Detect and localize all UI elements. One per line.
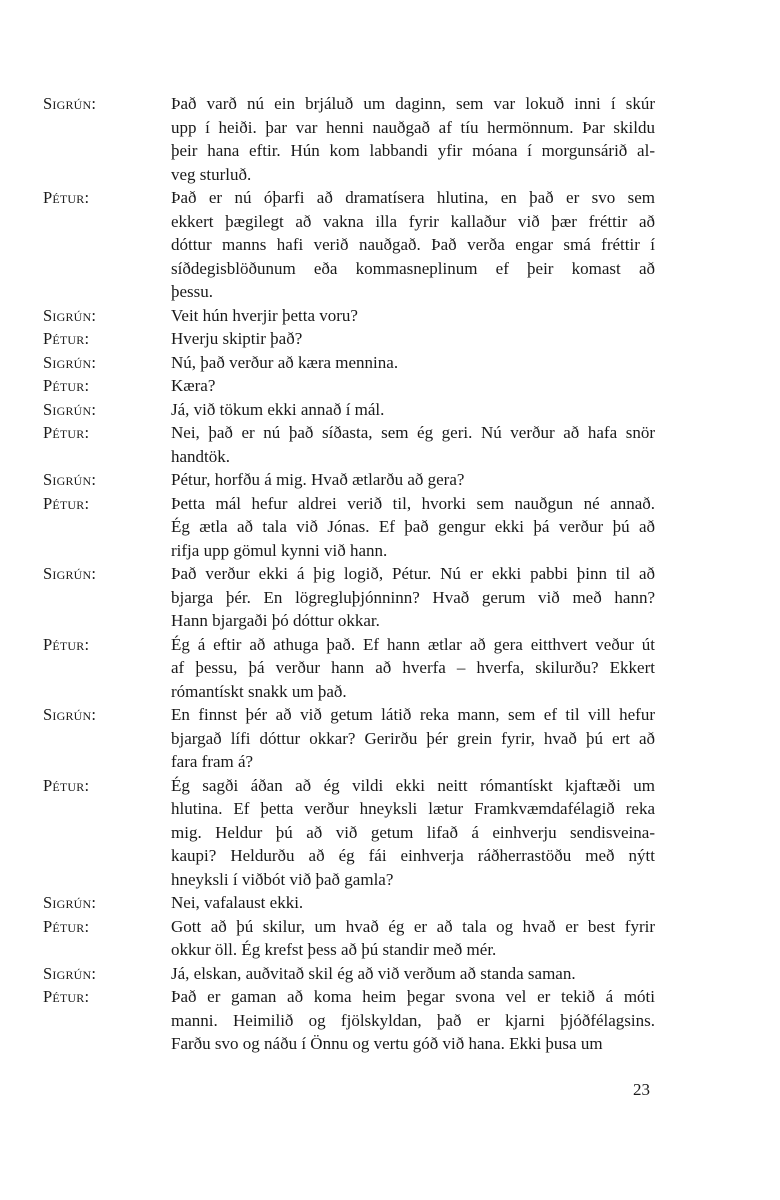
speaker-name: Sigrún: xyxy=(43,564,97,583)
speech-text xyxy=(171,562,655,633)
speaker-name: Pétur: xyxy=(43,987,90,1006)
speech-line: rifja upp gömul kynni við hann. xyxy=(171,540,388,560)
speech-line: dóttur manns hafi verið nauðgað. Það verða engar smá fréttir í xyxy=(171,235,655,254)
speaker-name: Sigrún: xyxy=(43,399,97,419)
dialogue-turn xyxy=(43,962,655,986)
speech-text xyxy=(171,703,655,774)
speech-line: manni. Heimilið og fjölskyldan, það er kjarni þjóðfélagsins. xyxy=(171,1010,655,1030)
speaker-name: Sigrún: xyxy=(43,963,97,983)
speech-line: Ég sagði áðan að ég vildi ekki neitt rómantískt kjaftæði um xyxy=(171,775,655,795)
speech-text xyxy=(171,633,655,704)
speech-line: Já, við tökum ekki annað í mál. xyxy=(171,399,385,419)
speech-line: Það verður ekki á þig logið, Pétur. Nú er ekki pabbi þinn til að xyxy=(171,564,655,583)
speech-line: Hverju skiptir það? xyxy=(171,329,303,348)
dialogue-turn xyxy=(43,304,655,328)
dialogue-turn xyxy=(43,774,655,892)
speaker-name: Pétur: xyxy=(43,634,90,654)
dialogue-turn xyxy=(43,374,655,398)
speech-text xyxy=(171,374,655,398)
speech-line: Nei, vafalaust ekki. xyxy=(171,893,304,912)
speech-line: mig. Heldur þú að við getum lifað á einhverju sendisveina- xyxy=(171,822,655,842)
speech-text xyxy=(171,421,655,468)
speech-line: Þetta mál hefur aldrei verið til, hvorki sem nauðgun né annað. xyxy=(171,493,655,513)
speech-line: þeir hana eftir. Hún kom labbandi yfir móana í morgunsárið al- xyxy=(171,141,655,160)
speech-line: hneyksli í viðbót við það gamla? xyxy=(171,869,394,889)
speech-line: handtök. xyxy=(171,446,231,466)
speech-line: En finnst þér að við getum látið reka mann, sem ef til vill hefur xyxy=(171,705,655,724)
dialogue-turn xyxy=(43,468,655,492)
speech-text xyxy=(171,774,655,892)
dialogue-turn xyxy=(43,703,655,774)
speech-line: rómantískt snakk um það. xyxy=(171,681,347,701)
speech-line: Nú, það verður að kæra mennina. xyxy=(171,352,399,372)
speech-text xyxy=(171,915,655,962)
speech-line: Það er nú óþarfi að dramatísera hlutina, en það er svo sem xyxy=(171,188,655,207)
speaker-name: Sigrún: xyxy=(43,352,97,372)
speaker-name: Sigrún: xyxy=(43,470,97,489)
speaker-name: Pétur: xyxy=(43,916,90,936)
speech-line: hlutina. Ef þetta verður hneyksli lætur Framkvæmdafélagið reka xyxy=(171,799,655,818)
speech-text xyxy=(171,492,655,563)
speech-line: veg sturluð. xyxy=(171,164,252,184)
speech-line: okkur öll. Ég krefst þess að þú standir með mér. xyxy=(171,940,497,959)
speech-text xyxy=(171,891,655,915)
dialogue-turn xyxy=(43,421,655,468)
speech-text xyxy=(171,985,655,1056)
speech-line: Ég á eftir að athuga það. Ef hann ætlar að gera eitthvert veður út xyxy=(171,634,655,654)
speech-line: Það varð nú ein brjáluð um daginn, sem var lokuð inni í skúr xyxy=(171,94,655,113)
speech-line: Farðu svo og náðu í Önnu og vertu góð við hana. Ekki þusa um xyxy=(171,1034,603,1053)
speech-line: fara fram á? xyxy=(171,752,254,771)
speech-line: Pétur, horfðu á mig. Hvað ætlarðu að gera? xyxy=(171,470,465,489)
dialogue-turn xyxy=(43,562,655,633)
dialogue-turn xyxy=(43,633,655,704)
dialogue-turn xyxy=(43,915,655,962)
dialogue-turn xyxy=(43,351,655,375)
speech-text xyxy=(171,327,655,351)
speech-text xyxy=(171,304,655,328)
page-number: 23 xyxy=(633,1080,650,1099)
speech-line: Það er gaman að koma heim þegar svona vel er tekið á móti xyxy=(171,987,655,1006)
dialogue-turn xyxy=(43,891,655,915)
speech-line: Kæra? xyxy=(171,376,216,395)
dialogue-turn xyxy=(43,492,655,563)
speech-line: Gott að þú skilur, um hvað ég er að tala og hvað er best fyrir xyxy=(171,916,655,936)
speaker-name: Sigrún: xyxy=(43,305,97,325)
speech-line: upp í heiði. þar var henni nauðgað af tíu hermönnum. Þar skildu xyxy=(171,117,655,137)
speaker-name: Pétur: xyxy=(43,188,90,207)
speech-line: Ég ætla að tala við Jónas. Ef það gengur ekki þá verður þú að xyxy=(171,517,655,536)
dialogue-turn xyxy=(43,398,655,422)
speech-line: Nei, það er nú það síðasta, sem ég geri. Nú verður að hafa snör xyxy=(171,423,655,442)
speech-line: Veit hún hverjir þetta voru? xyxy=(171,305,358,325)
speech-line: bjargað lífi dóttur okkar? Gerirðu þér grein fyrir, hvað þú ert að xyxy=(171,728,655,748)
speech-line: ekkert þægilegt að vakna illa fyrir kallaður við þær fréttir að xyxy=(171,211,655,231)
speaker-name: Pétur: xyxy=(43,775,90,795)
speaker-name: Pétur: xyxy=(43,493,90,513)
speaker-name: Pétur: xyxy=(43,423,90,442)
speech-line: Hann bjargaði þó dóttur okkar. xyxy=(171,611,380,630)
speech-text xyxy=(171,398,655,422)
dialogue-turn xyxy=(43,92,655,186)
speech-text xyxy=(171,92,655,186)
dialogue-turn xyxy=(43,186,655,304)
speech-line: Já, elskan, auðvitað skil ég að við verðum að standa saman. xyxy=(171,963,576,983)
speaker-name: Pétur: xyxy=(43,329,90,348)
speech-line: bjarga þér. En lögregluþjónninn? Hvað gerum við með hann? xyxy=(171,587,655,607)
speech-line: kaupi? Heldurðu að ég fái einhverja ráðherrastöðu með nýtt xyxy=(171,846,655,865)
speech-text xyxy=(171,962,655,986)
speaker-name: Sigrún: xyxy=(43,893,97,912)
speech-line: þessu. xyxy=(171,282,214,301)
dialogue-turn xyxy=(43,327,655,351)
speech-line: af þessu, þá verður hann að hverfa – hverfa, skilurðu? Ekkert xyxy=(171,658,655,677)
speaker-name: Sigrún: xyxy=(43,94,97,113)
dialogue-turn xyxy=(43,985,655,1056)
speech-line: síðdegisblöðunum eða kommasneplinum ef þeir komast að xyxy=(171,258,655,278)
speaker-name: Pétur: xyxy=(43,376,90,395)
speech-text xyxy=(171,186,655,304)
speech-text xyxy=(171,351,655,375)
dialogue-block xyxy=(43,92,655,1056)
speech-text xyxy=(171,468,655,492)
speaker-name: Sigrún: xyxy=(43,705,97,724)
